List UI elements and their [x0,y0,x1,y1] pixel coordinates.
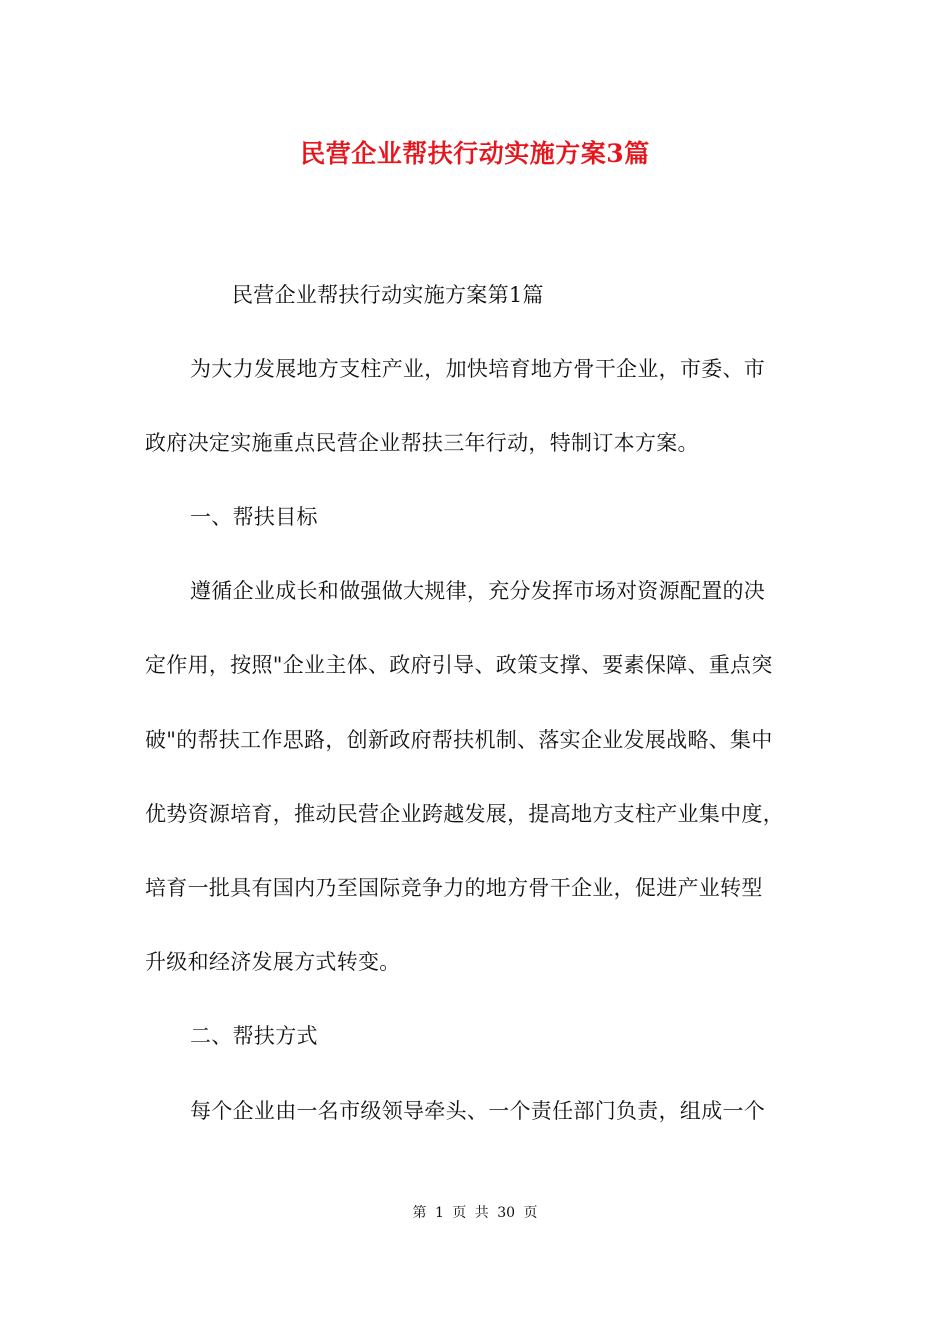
paragraph-line-2: 政府决定实施重点民营企业帮扶三年行动，特制订本方案。 [145,431,699,455]
heading-methods: 二、帮扶方式 [190,1024,318,1048]
paragraph-line-6: 优势资源培育，推动民营企业跨越发展，提高地方支柱产业集中度， [145,802,784,826]
paragraph-line-5: 破"的帮扶工作思路，创新政府帮扶机制、落实企业发展战略、集中 [145,728,773,752]
section-subtitle: 民营企业帮扶行动实施方案第1篇 [232,283,544,307]
paragraph-line-9: 每个企业由一名市级领导牵头、一个责任部门负责，组成一个 [190,1099,766,1123]
paragraph-line-7: 培育一批具有国内乃至国际竞争力的地方骨干企业，促进产业转型 [145,876,763,900]
heading-goals: 一、帮扶目标 [190,505,318,529]
paragraph-line-1: 为大力发展地方支柱产业，加快培育地方骨干企业，市委、市 [190,357,766,381]
paragraph-line-4: 定作用，按照"企业主体、政府引导、政策支撑、要素保障、重点突 [145,653,773,677]
paragraph-line-3: 遵循企业成长和做强做大规律，充分发挥市场对资源配置的决 [190,579,766,603]
page-footer: 第 1 页 共 30 页 [412,1205,538,1221]
document-title: 民营企业帮扶行动实施方案3篇 [300,139,650,168]
paragraph-line-8: 升级和经济发展方式转变。 [145,950,401,974]
